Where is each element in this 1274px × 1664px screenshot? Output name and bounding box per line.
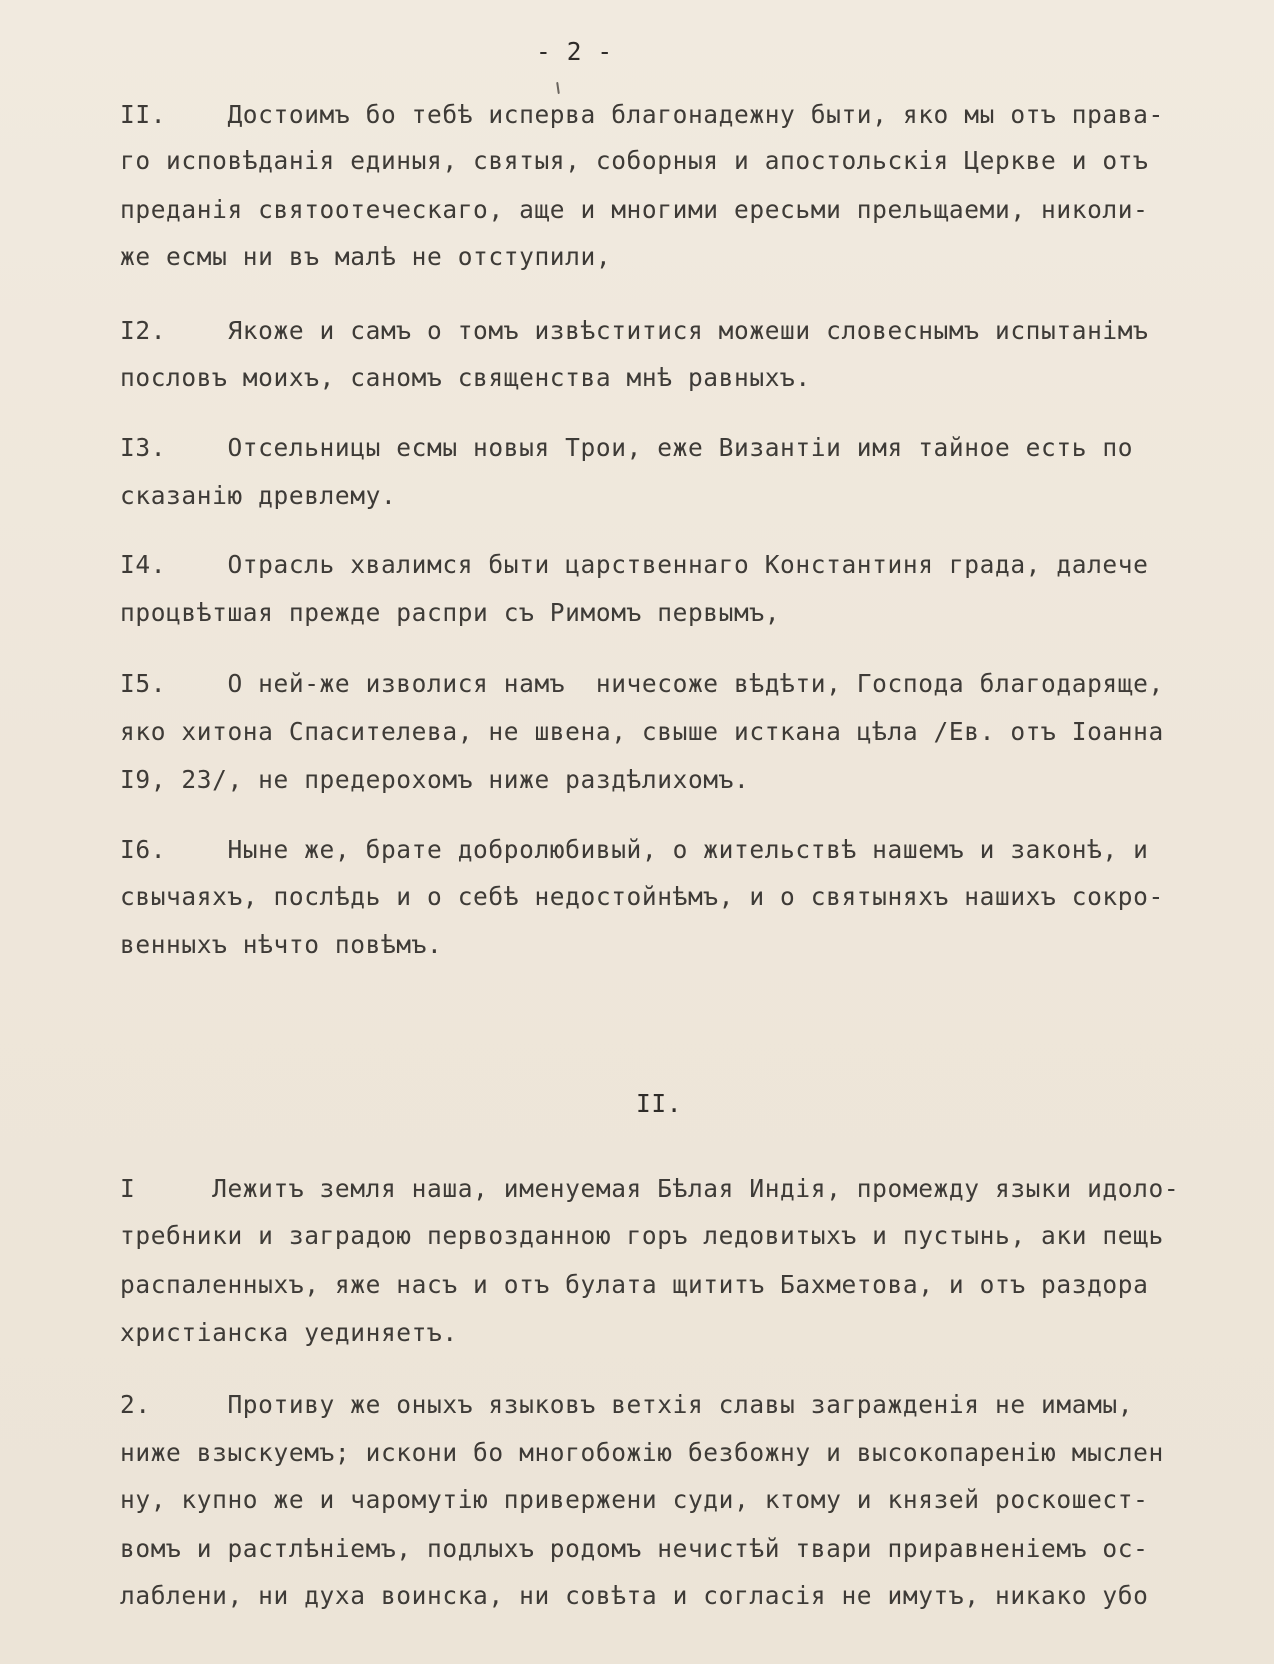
text-line: преданія святоотеческагo, аще и многими ересьми прельщаеми, николи-	[120, 195, 1149, 224]
text-line: ну, купно же и чаромутiю привержени суди, ктому и князей роскошест-	[120, 1485, 1149, 1514]
text-line: I3. Отсельницы есмы новыя Трои, еже Византiи имя тайное есть по	[120, 433, 1134, 462]
text-line: христiанска уединяетъ.	[120, 1318, 458, 1347]
text-line: I5. О ней-же изволися намъ ничесоже вѣдѣти, Господа благодаряще,	[120, 669, 1164, 698]
text-line: I9, 23/, не предерохомъ ниже раздѣлихомъ.	[120, 765, 750, 794]
text-line: I4. Отрасль хвалимся быти царственнаго Константиня града, далече	[120, 550, 1149, 579]
text-line: II. Достоимъ бо тебѣ исперва благонадежну быти, яко мы отъ права-	[120, 100, 1164, 129]
text-line: 2. Противу же оныхъ языковъ ветхiя славы загражденiя не имамы,	[120, 1390, 1134, 1419]
text-line: яко хитона Спасителева, не швена, свыше исткана цѣла /Ев. отъ Іоанна	[120, 717, 1164, 746]
text-line: пословъ моихъ, саномъ священства мнѣ равныхъ.	[120, 363, 811, 392]
text-line: I Лежитъ земля наша, именуемая Бѣлая Индія, промежду языки идоло-	[120, 1174, 1180, 1203]
text-line: же есмы ни въ малѣ не отступили,	[120, 242, 612, 271]
text-line: требники и заградою первозданною горъ ледовитыхъ и пустынь, аки пещь	[120, 1221, 1164, 1250]
text-line: лаблени, ни духа воинска, ни совѣта и согласiя не имутъ, никако убо	[120, 1581, 1149, 1610]
text-line: I6. Ныне же, брате добролюбивый, о жительствѣ нашемъ и законѣ, и	[120, 835, 1149, 864]
text-line: распаленныхъ, яже насъ и отъ булата щититъ Бахметова, и отъ раздора	[120, 1270, 1149, 1299]
text-line: сказанiю древлему.	[120, 481, 397, 510]
text-line: свычаяхъ, послѣдь и о себѣ недостойнѣмъ, и о святыняхъ нашихъ сокро-	[120, 882, 1164, 911]
ink-mark	[556, 82, 560, 94]
text-line: процвѣтшая прежде распри съ Римомъ первымъ,	[120, 598, 781, 627]
text-line: вомъ и растлѣнiемъ, подлыхъ родомъ нечистѣй твари приравненiемъ ос-	[120, 1534, 1149, 1563]
page-number: - 2 -	[536, 37, 613, 66]
text-line: I2. Якоже и самъ о томъ извѣститися можеши словеснымъ испытанiмъ	[120, 316, 1149, 345]
text-line: го исповѣданія единыя, святыя, соборныя и апостольскія Церкве и отъ	[120, 146, 1149, 175]
text-line: ниже взыскуемъ; искони бо многобожiю безбожну и высокопаренiю мыслен	[120, 1438, 1164, 1467]
text-line: венныхъ нѣчто повѣмъ.	[120, 930, 443, 959]
section-heading: II.	[636, 1089, 683, 1118]
